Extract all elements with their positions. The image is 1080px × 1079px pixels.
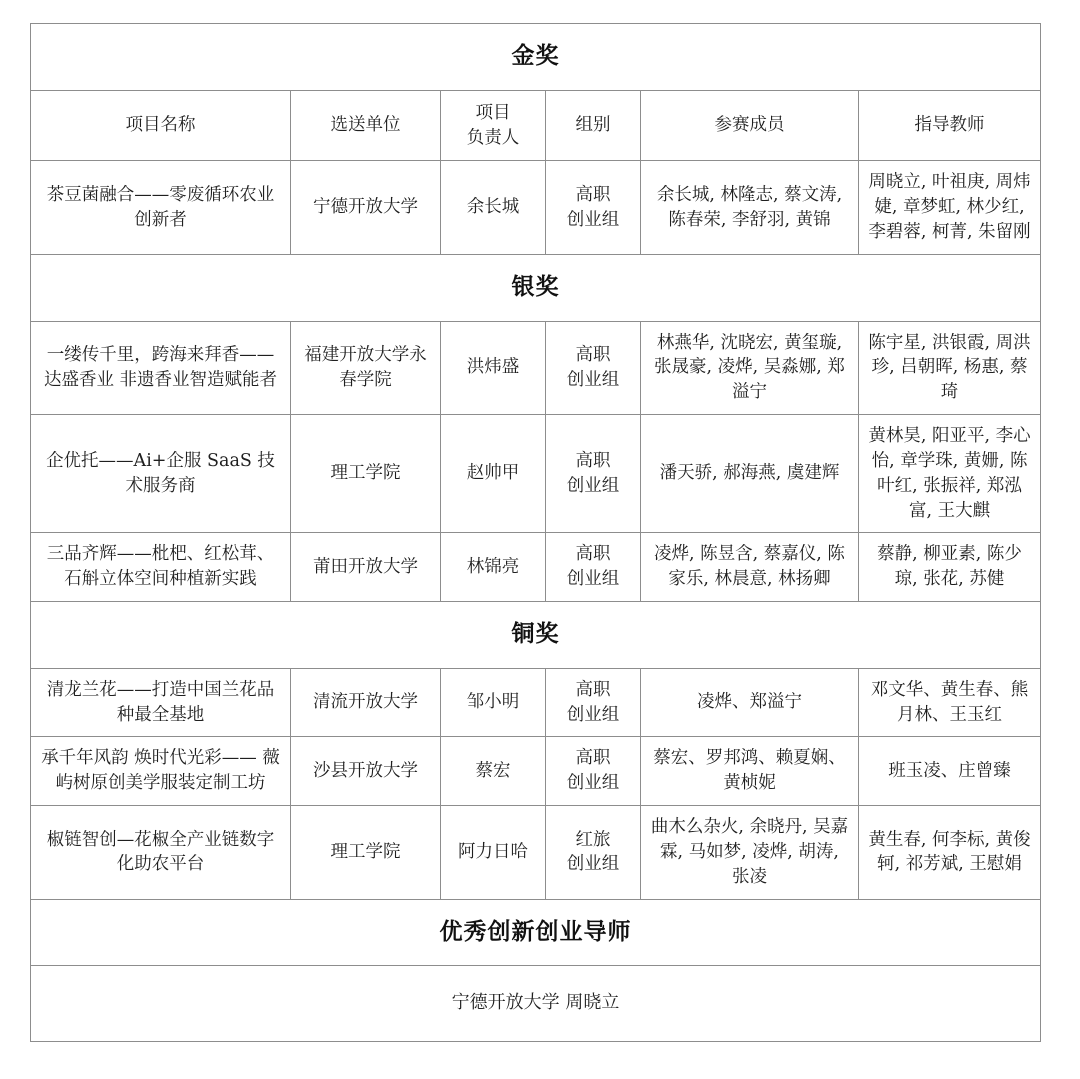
cell-group-line1: 高职 — [575, 544, 611, 565]
column-header-members: 参赛成员 — [641, 90, 859, 161]
cell-advisors: 黄林昊, 阳亚平, 李心怡, 章学珠, 黄姗, 陈叶红, 张振祥, 郑泓富, 王大麒 — [859, 415, 1041, 533]
cell-advisors: 邓文华、黄生春、熊月林、王玉红 — [859, 668, 1041, 737]
cell-members: 凌烨, 陈昱含, 蔡嘉仪, 陈家乐, 林晨意, 林扬卿 — [641, 533, 859, 602]
section-header-mentor — [31, 899, 1041, 966]
cell-group-line1: 高职 — [575, 748, 611, 769]
cell-group-line2: 创业组 — [566, 854, 620, 875]
column-header-leader-line2: 负责人 — [466, 127, 520, 148]
table-row — [31, 737, 1041, 806]
cell-leader: 余长城 — [441, 161, 546, 255]
award-results-table — [30, 23, 1041, 1042]
award-table-body — [31, 24, 1041, 1042]
cell-unit: 福建开放大学永春学院 — [291, 321, 441, 415]
cell-group — [546, 415, 641, 533]
cell-members: 凌烨、郑溢宁 — [641, 668, 859, 737]
section-title-mentor: 优秀创新创业导师 — [31, 899, 1041, 966]
cell-leader: 邹小明 — [441, 668, 546, 737]
cell-group-line2: 创业组 — [566, 773, 620, 794]
cell-group — [546, 533, 641, 602]
cell-advisors: 黄生春, 何李标, 黄俊轲, 祁芳斌, 王慰娟 — [859, 806, 1041, 900]
table-row — [31, 966, 1041, 1042]
table-row — [31, 533, 1041, 602]
cell-group-line1: 高职 — [575, 184, 611, 205]
cell-project-name: 一缕传千里，跨海来拜香——达盛香业 非遗香业智造赋能者 — [31, 321, 291, 415]
cell-members: 蔡宏、罗邦鸿、赖夏娴、黄桢妮 — [641, 737, 859, 806]
cell-project-name: 企优托——Ai+企服 SaaS 技术服务商 — [31, 415, 291, 533]
cell-group-line2: 创业组 — [566, 569, 620, 590]
cell-group-line1: 高职 — [575, 344, 611, 365]
column-header-leader — [441, 90, 546, 161]
cell-unit: 沙县开放大学 — [291, 737, 441, 806]
cell-group-line2: 创业组 — [566, 369, 620, 390]
cell-unit: 清流开放大学 — [291, 668, 441, 737]
section-header-gold — [31, 24, 1041, 91]
cell-unit: 理工学院 — [291, 806, 441, 900]
cell-mentor-entry: 宁德开放大学 周晓立 — [31, 966, 1041, 1042]
cell-group — [546, 321, 641, 415]
cell-members: 余长城, 林隆志, 蔡文涛, 陈春荣, 李舒羽, 黄锦 — [641, 161, 859, 255]
cell-leader: 林锦亮 — [441, 533, 546, 602]
cell-unit: 理工学院 — [291, 415, 441, 533]
table-row — [31, 668, 1041, 737]
cell-group — [546, 806, 641, 900]
cell-project-name: 椒链智创—花椒全产业链数字化助农平台 — [31, 806, 291, 900]
cell-members: 潘天骄, 郝海燕, 虞建辉 — [641, 415, 859, 533]
cell-members: 林燕华, 沈晓宏, 黄玺璇, 张晟豪, 凌烨, 吴淼娜, 郑溢宁 — [641, 321, 859, 415]
column-header-row — [31, 90, 1041, 161]
column-header-leader-line1: 项目 — [475, 102, 511, 123]
cell-project-name: 承千年风韵 焕时代光彩—— 薇屿树原创美学服装定制工坊 — [31, 737, 291, 806]
cell-group-line2: 创业组 — [566, 704, 620, 725]
cell-members: 曲木么杂火, 余晓丹, 吴嘉霖, 马如梦, 凌烨, 胡涛, 张凌 — [641, 806, 859, 900]
table-row — [31, 161, 1041, 255]
table-row — [31, 321, 1041, 415]
cell-project-name: 三品齐辉——枇杷、红松茸、石斛立体空间种植新实践 — [31, 533, 291, 602]
cell-leader: 蔡宏 — [441, 737, 546, 806]
cell-group — [546, 161, 641, 255]
table-row — [31, 806, 1041, 900]
cell-leader: 阿力日哈 — [441, 806, 546, 900]
cell-group — [546, 737, 641, 806]
cell-unit: 莆田开放大学 — [291, 533, 441, 602]
section-header-silver — [31, 254, 1041, 321]
cell-unit: 宁德开放大学 — [291, 161, 441, 255]
section-title-silver: 银奖 — [31, 254, 1041, 321]
cell-group-line1: 高职 — [575, 450, 611, 471]
section-header-bronze — [31, 602, 1041, 669]
cell-group — [546, 668, 641, 737]
cell-leader: 赵帅甲 — [441, 415, 546, 533]
cell-group-line2: 创业组 — [566, 209, 620, 230]
cell-advisors: 蔡静, 柳亚素, 陈少琼, 张花, 苏健 — [859, 533, 1041, 602]
column-header-unit: 选送单位 — [291, 90, 441, 161]
cell-advisors: 周晓立, 叶祖庚, 周炜婕, 章梦虹, 林少红, 李碧蓉, 柯菁, 朱留刚 — [859, 161, 1041, 255]
cell-project-name: 清龙兰花——打造中国兰花品种最全基地 — [31, 668, 291, 737]
cell-advisors: 班玉凌、庄曾臻 — [859, 737, 1041, 806]
column-header-group: 组别 — [546, 90, 641, 161]
column-header-advisors: 指导教师 — [859, 90, 1041, 161]
section-title-gold: 金奖 — [31, 24, 1041, 91]
cell-project-name: 茶豆菌融合——零废循环农业创新者 — [31, 161, 291, 255]
table-row — [31, 415, 1041, 533]
cell-group-line1: 红旅 — [575, 829, 611, 850]
column-header-project-name: 项目名称 — [31, 90, 291, 161]
cell-leader: 洪炜盛 — [441, 321, 546, 415]
cell-group-line2: 创业组 — [566, 475, 620, 496]
cell-advisors: 陈宇星, 洪银霞, 周洪珍, 吕朝晖, 杨惠, 蔡琦 — [859, 321, 1041, 415]
section-title-bronze: 铜奖 — [31, 602, 1041, 669]
cell-group-line1: 高职 — [575, 679, 611, 700]
